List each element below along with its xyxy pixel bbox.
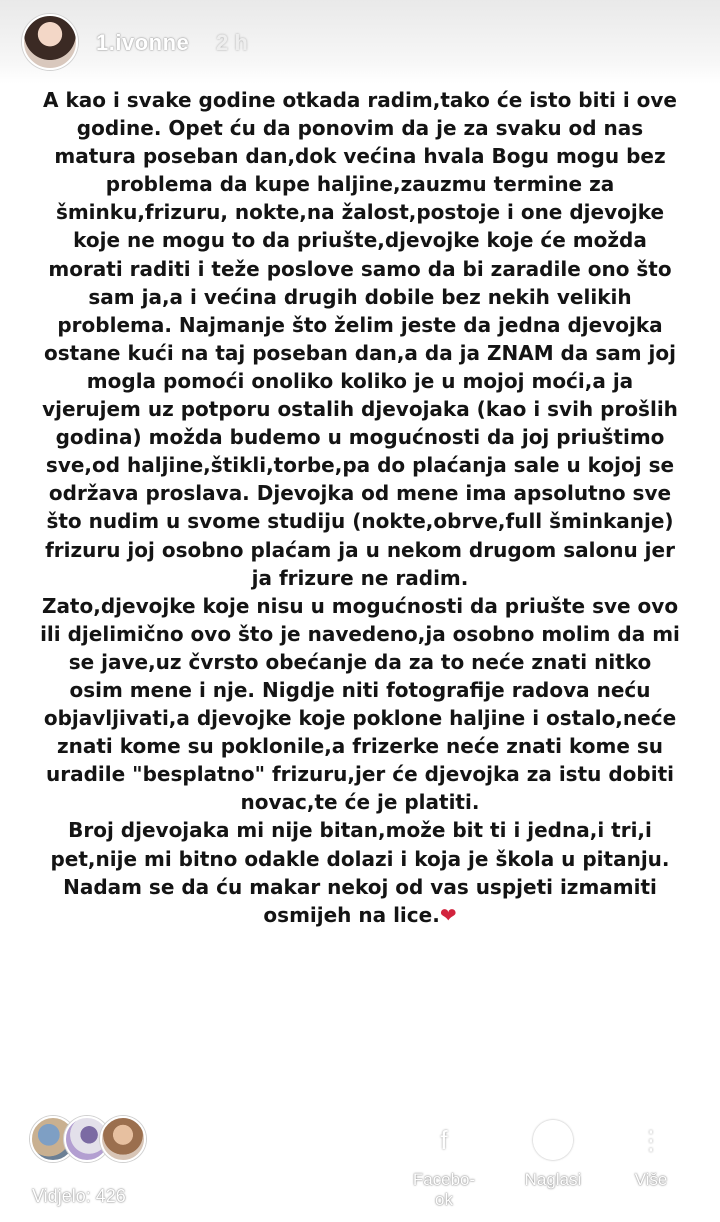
story-paragraph: Zato,djevojke koje nisu u mogućnosti da priušte sve ovo ili djelimično ovo što je navedeno,ja osobno molim da mi se jave,uz čvrsto obećanje da za to neće znati nitko osim mene i nje. Nigdje niti fotografije radova neću objavljivati,a djevojke koje poklone haljine i ostalo,neće znati kome su poklonile,a frizerke neće znati kome su uradile "besplatno" frizuru,jer će djevojka za istu dobiti novac,te će je platiti. [40, 593, 680, 815]
story-header [0, 0, 720, 84]
more-button[interactable] [616, 1120, 686, 1190]
viewer-avatar[interactable] [100, 1116, 146, 1162]
story-paragraph-closing [40, 873, 680, 929]
highlight-label: Naglasi [524, 1170, 582, 1189]
viewers-avatars[interactable] [30, 1116, 160, 1164]
more-label: Više [634, 1170, 668, 1189]
facebook-share-button[interactable] [404, 1120, 484, 1210]
story-paragraph: Broj djevojaka mi nije bitan,može bit ti i jedna,i tri,i pet,nije mi bitno odakle dolazi i koja je škola u pitanju. [50, 818, 670, 871]
facebook-label: Facebo- ok [412, 1170, 476, 1209]
more-icon: ⋮ [638, 1125, 664, 1155]
username[interactable]: 1.ivonne [96, 30, 190, 55]
seen-count[interactable]: Vidjelo: 426 [32, 1186, 126, 1206]
story-text [40, 86, 680, 929]
highlight-button[interactable] [508, 1120, 598, 1190]
story-closing-text: Nadam se da ću makar nekoj od vas uspjeti izmamiti osmijeh na lice. [63, 874, 657, 927]
avatar[interactable] [22, 14, 78, 70]
facebook-icon: f [440, 1125, 448, 1155]
story-paragraph: A kao i svake godine otkada radim,tako će isto biti i ove godine. Opet ću da ponovim da je za svaku od nas matura poseban dan,dok većina hvala Bogu mogu bez problema da kupe haljine,zauzmu termine za šminku,frizuru, nokte,na žalost,postoje i one djevojke koje ne mogu to da priušte,djevojke koje će možda morati raditi i teže poslove samo da bi zaradile ono što sam ja,a i većina drugih dobile bez nekih velikih problema. Najmanje što želim jeste da jedna djevojka ostane kući na taj poseban dan,a da ja ZNAM da sam joj mogla pomoći onoliko koliko je u mojoj moći,a ja vjerujem uz potporu ostalih djevojaka (kao i svih prošlih godina) možda budemo u mogućnosti da joj priuštimo sve,od haljine,štikli,torbe,pa do plaćanja sale u kojoj se održava proslava. Djevojka od mene ima apsolutno sve što nudim u svome studiju (nokte,obrve,full šminkanje) frizuru joj osobno plaćam ja u nekom drugom salonu jer ja frizure ne radim. [42, 88, 678, 590]
post-time: 2 h [216, 30, 248, 55]
heart-icon: ❤ [439, 902, 457, 927]
highlight-icon [533, 1120, 573, 1160]
